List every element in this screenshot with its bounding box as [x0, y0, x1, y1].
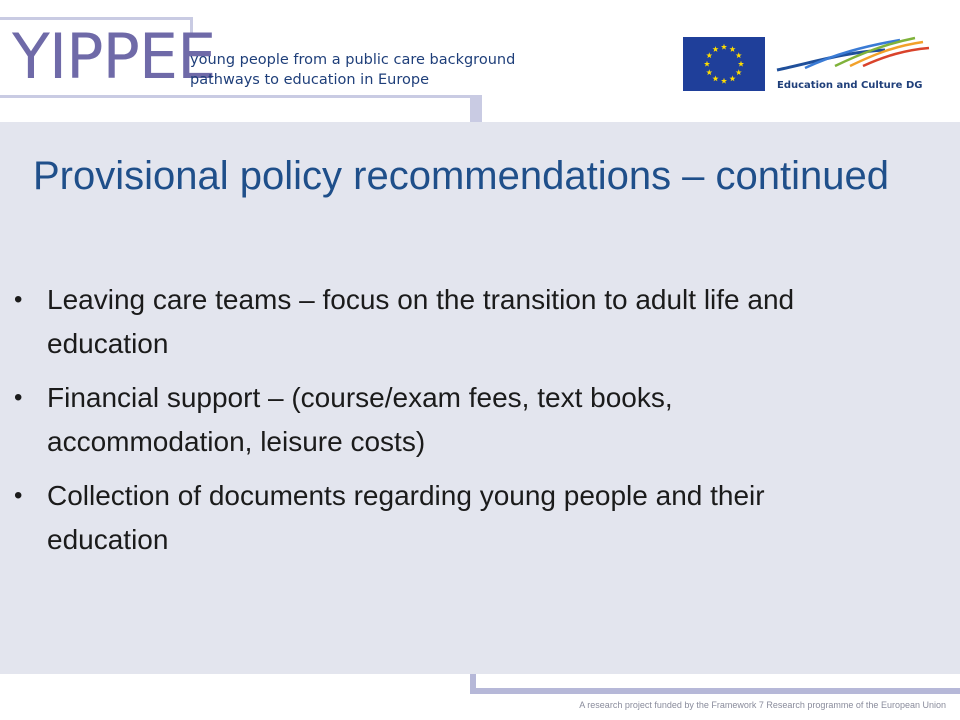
logo-tagline — [190, 50, 515, 90]
list-item — [14, 376, 884, 464]
eu-flag-icon — [683, 37, 765, 91]
funding-note: A research project funded by the Framework 7 Research programme of the European Union — [579, 700, 946, 710]
list-item — [14, 278, 884, 366]
slide-title: Provisional policy recommendations – continued — [33, 154, 890, 198]
header-frame-vertical-right — [470, 95, 482, 122]
education-culture-dg-label: Education and Culture DG — [777, 80, 923, 91]
bullet-text: Collection of documents regarding young people and their education — [47, 480, 765, 555]
yippee-logo: YIPPEE — [12, 20, 216, 93]
tagline-line-1: young people from a public care background — [190, 52, 516, 68]
bullet-text: Financial support – (course/exam fees, text books, accommodation, leisure costs) — [47, 382, 673, 457]
header-frame-bottom — [0, 95, 482, 98]
slide-header — [0, 0, 960, 120]
bullet-text: Leaving care teams – focus on the transition to adult life and education — [47, 284, 795, 359]
tagline-line-2: pathways to education in Europe — [190, 72, 429, 88]
list-item — [14, 474, 884, 562]
bullet-dot-icon: • — [14, 384, 23, 411]
bullet-dot-icon: • — [14, 286, 23, 313]
footer-frame-horizontal — [470, 688, 960, 694]
bullet-dot-icon: • — [14, 482, 23, 509]
bullet-list — [14, 278, 884, 572]
